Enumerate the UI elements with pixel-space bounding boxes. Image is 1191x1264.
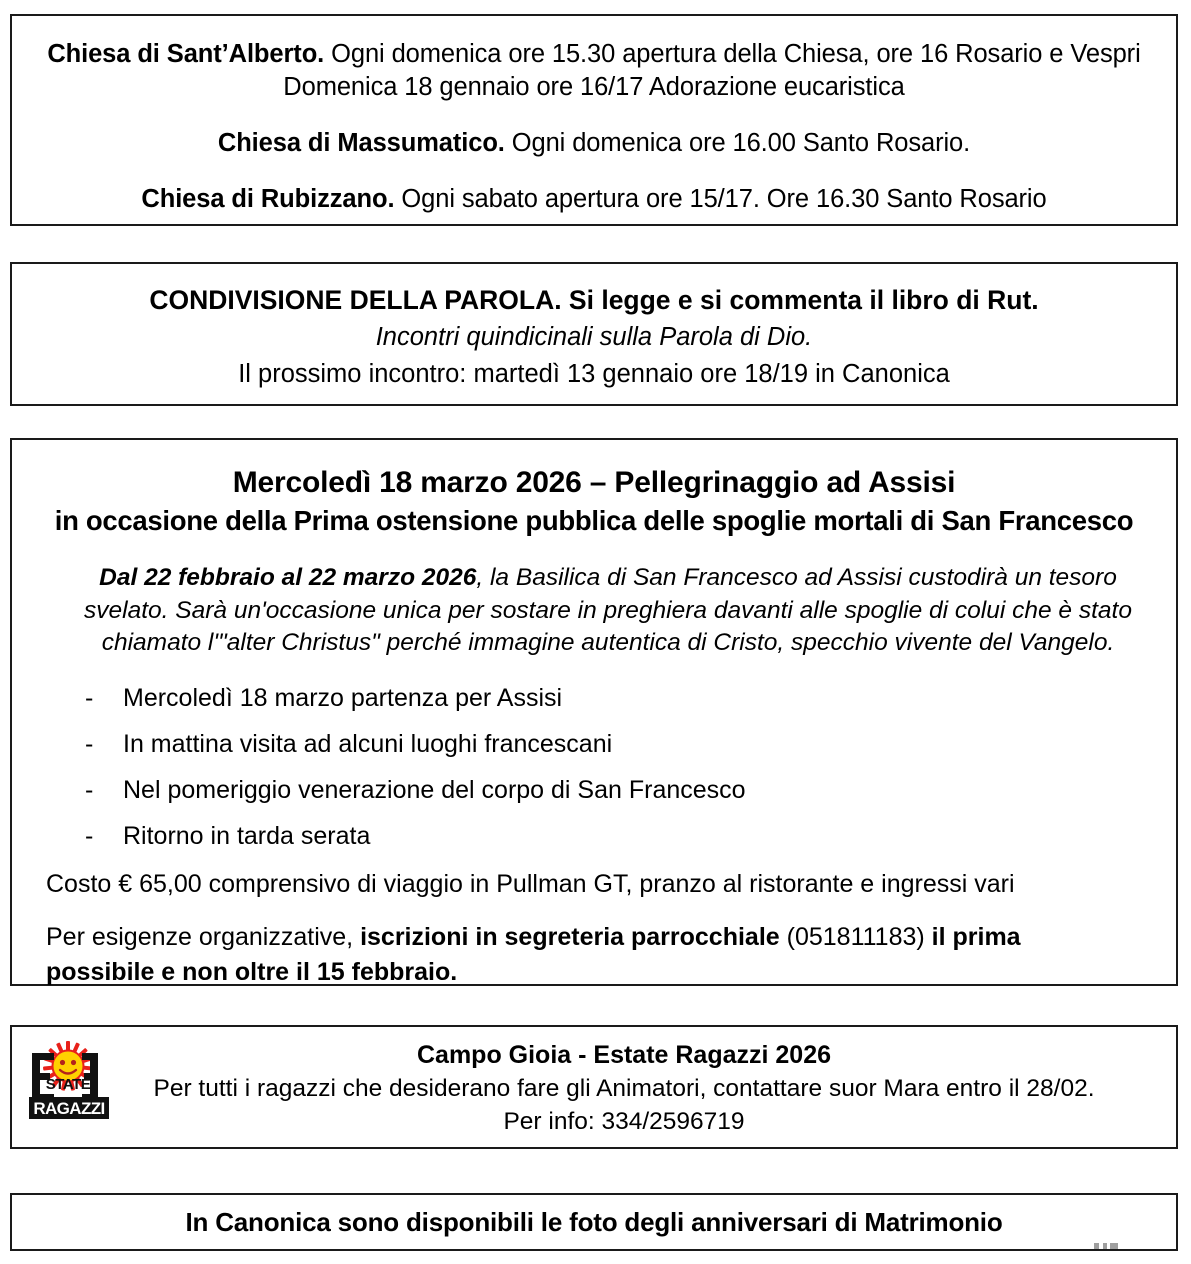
chiesa-massumatico-detail: Ogni domenica ore 16.00 Santo Rosario. <box>504 129 971 157</box>
section-condivisione-parola <box>10 262 1178 406</box>
chiesa-entry-rubizzano <box>30 183 1158 216</box>
chiesa-santalberto-name: Chiesa di Sant’Alberto. <box>47 40 325 68</box>
estate-ragazzi-logo-icon <box>20 1039 116 1131</box>
scan-artifact <box>1094 1243 1120 1249</box>
section-pellegrinaggio-assisi <box>10 438 1178 986</box>
assisi-intro-paragraph <box>28 562 1160 660</box>
assisi-program-list <box>28 683 1160 851</box>
campo-gioia-text <box>26 1039 1162 1138</box>
chiesa-santalberto-detail: Ogni domenica ore 15.30 apertura della Chiesa, ore 16 Rosario e Vespri <box>324 40 1141 68</box>
chiesa-massumatico-name: Chiesa di Massumatico. <box>217 129 505 157</box>
svg-text:RAGAZZI: RAGAZZI <box>33 1099 105 1118</box>
assisi-bullet-text: Nel pomeriggio venerazione del corpo di San Francesco <box>123 775 746 804</box>
parola-next-meeting: Il prossimo incontro: martedì 13 gennaio ore 18/19 in Canonica <box>238 360 950 388</box>
bullet-dash-icon: - <box>85 683 94 712</box>
bullet-dash-icon: - <box>85 821 94 850</box>
section-orari-chiese <box>10 14 1178 226</box>
assisi-registration-office: iscrizioni in segreteria parrocchiale <box>360 922 780 951</box>
assisi-cost-line: Costo € 65,00 comprensivo di viaggio in Pullman GT, pranzo al ristorante e ingressi vari <box>46 869 1015 898</box>
chiesa-santalberto-line2: Domenica 18 gennaio ore 16/17 Adorazione eucaristica <box>283 73 905 101</box>
campo-gioia-line3: Per info: 334/2596719 <box>503 1108 745 1135</box>
assisi-registration-phone: (051811183) <box>779 922 932 951</box>
assisi-title-line2: in occasione della Prima ostensione pubblica delle spoglie mortali di San Francesco <box>54 505 1134 536</box>
assisi-bullet-text: Ritorno in tarda serata <box>123 821 371 850</box>
section-canonica-foto <box>10 1193 1178 1251</box>
chiesa-rubizzano-name: Chiesa di Rubizzano. <box>141 185 395 213</box>
list-item <box>28 775 1160 805</box>
assisi-bullet-text: In mattina visita ad alcuni luoghi francescani <box>123 729 613 758</box>
chiesa-massumatico-line <box>30 127 1158 160</box>
chiesa-entry-massumatico <box>30 127 1158 160</box>
chiesa-entry-santalberto <box>30 38 1158 104</box>
bullet-dash-icon: - <box>85 729 94 758</box>
chiesa-rubizzano-detail: Ogni sabato apertura ore 15/17. Ore 16.30 Santo Rosario <box>394 185 1047 213</box>
chiesa-santalberto-line1 <box>30 38 1158 71</box>
assisi-intro-dates: Dal 22 febbraio al 22 marzo 2026 <box>99 564 477 591</box>
assisi-bullet-text: Mercoledì 18 marzo partenza per Assisi <box>123 683 563 712</box>
list-item <box>28 729 1160 759</box>
list-item <box>28 683 1160 713</box>
list-item <box>28 821 1160 851</box>
assisi-title-line1: Mercoledì 18 marzo 2026 – Pellegrinaggio ad Assisi <box>232 466 956 499</box>
canonica-notice-text: In Canonica sono disponibili le foto degli anniversari di Matrimonio <box>185 1206 1003 1237</box>
parola-subtitle: Incontri quindicinali sulla Parola di Dio. <box>375 323 813 351</box>
campo-gioia-title: Campo Gioia - Estate Ragazzi 2026 <box>416 1041 832 1069</box>
svg-text:STATE: STATE <box>45 1076 91 1093</box>
assisi-registration-deadline: il prima possibile e non oltre il 15 febbraio. <box>46 922 1021 986</box>
parola-heading: CONDIVISIONE DELLA PAROLA. Si legge e si commenta il libro di Rut. <box>149 285 1039 315</box>
campo-gioia-line2: Per tutti i ragazzi che desiderano fare gli Animatori, contattare suor Mara entro il 28/02. <box>153 1075 1095 1102</box>
section-campo-gioia <box>10 1025 1178 1149</box>
assisi-intro-text: , la Basilica di San Francesco ad Assisi custodirà un tesoro svelato. Sarà un'occasione unica per sostare in preghiera davanti alle spoglie di colui che è stato chiamato l'"alter Christus" perché immagine autentica di Cristo, specchio vivente del Vangelo. <box>84 564 1132 656</box>
assisi-registration-line <box>28 920 1160 990</box>
chiesa-rubizzano-line <box>30 183 1158 216</box>
assisi-registration-pre: Per esigenze organizzative, <box>46 922 361 951</box>
bullet-dash-icon: - <box>85 775 94 804</box>
